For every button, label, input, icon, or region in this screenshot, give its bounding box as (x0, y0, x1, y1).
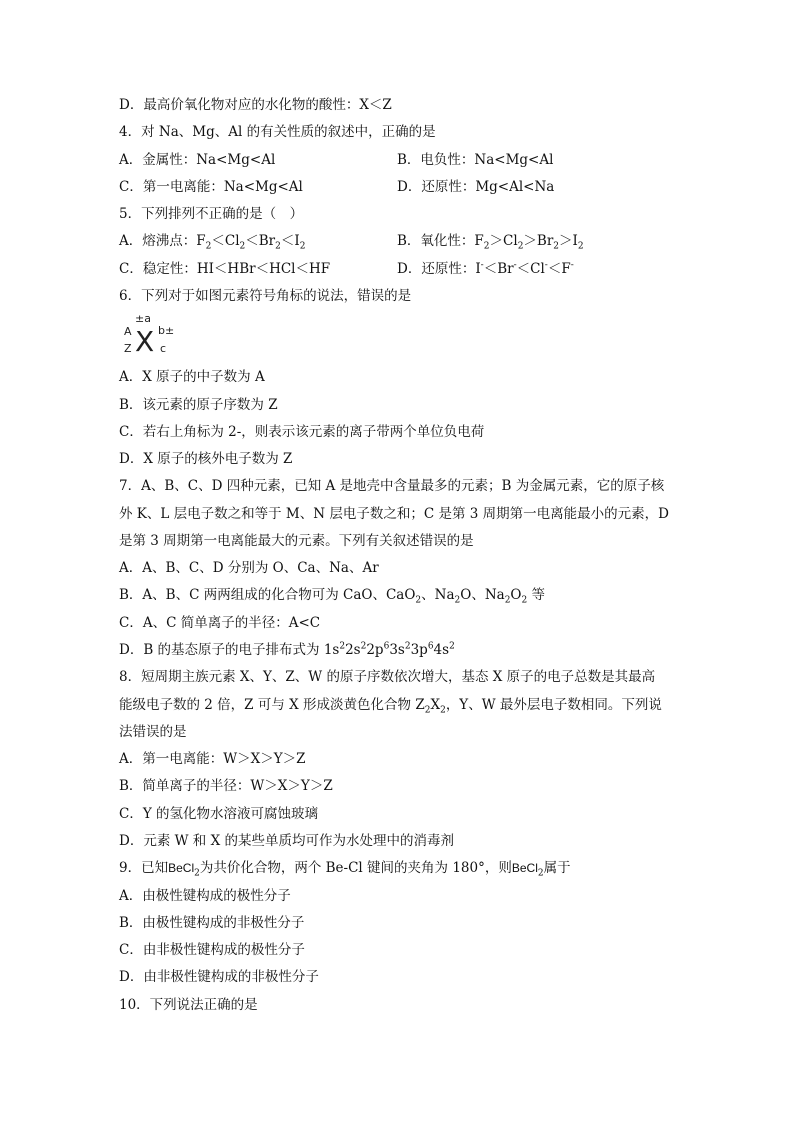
question-8-stem-line-2: 能级电子数的 2 倍，Z 可与 X 形成淡黄色化合物 $Z_2X_2$，Y、W 最外层电子数相同。下列说 (119, 697, 662, 716)
question-4-option-c: C．第一电离能：Na<Mg<Al (119, 179, 303, 195)
question-8-option-a: A．第一电离能：W＞X＞Y＞Z (119, 751, 306, 767)
question-7-option-d: D．B 的基态原子的电子排布式为 $1s^22s^22p^63s^23p^64s^2$ (119, 641, 455, 658)
question-4-option-b: B．电负性：Na<Mg<Al (397, 152, 554, 168)
nuclide-charge-label: b± (158, 324, 175, 337)
question-6-option-b: B．该元素的原子序数为 Z (119, 397, 278, 413)
question-9-stem: 9．已知BeCl$_2$为共价化合物，两个 Be-Cl 键间的夹角为 180°，则BeCl$_2$属于 (119, 860, 571, 879)
question-4-stem: 4．对 Na、Mg、Al 的有关性质的叙述中，正确的是 (119, 124, 436, 140)
question-8-option-c: C．Y 的氢化物水溶液可腐蚀玻璃 (119, 806, 319, 822)
nuclide-mass-label: A (124, 325, 132, 338)
question-5-option-a: A．熔沸点：$F_2<Cl_2<Br_2<I_2$ (119, 233, 306, 252)
question-6-option-a: A．X 原子的中子数为 A (119, 369, 265, 385)
nuclide-symbol: X (135, 325, 155, 358)
question-7-stem-line-2: 外 K、L 层电子数之和等于 M、N 层电子数之和；C 是第 3 周期第一电离能最小的元素，D (119, 506, 669, 522)
question-6-stem: 6．下列对于如图元素符号角标的说法，错误的是 (119, 288, 412, 304)
question-6-option-d: D．X 原子的核外电子数为 Z (119, 451, 293, 467)
question-5-option-d: D．还原性：I-＜Br-＜Cl-＜F- (397, 260, 574, 277)
question-7-option-a: A．A、B、C、D 分别为 O、Ca、Na、Ar (119, 560, 379, 576)
question-3-option-d: D．最高价氧化物对应的水化物的酸性：X＜Z (119, 97, 392, 113)
question-9-option-c: C．由非极性键构成的极性分子 (119, 942, 305, 958)
question-9-option-a: A．由极性键构成的极性分子 (119, 888, 291, 904)
question-8-stem-line-1: 8．短周期主族元素 X、Y、Z、W 的原子序数依次增大，基态 X 原子的电子总数是其最高 (119, 669, 656, 685)
nuclide-top-label: ±a (135, 312, 151, 325)
question-8-option-b: B．简单离子的半径：W＞X＞Y＞Z (119, 778, 333, 794)
nuclide-atomic-number-label: Z (124, 342, 132, 355)
question-4-option-a: A．金属性：Na<Mg<Al (119, 152, 276, 168)
question-6-option-c: C．若右上角标为 2-，则表示该元素的离子带两个单位负电荷 (119, 424, 485, 440)
question-5-option-c: C．稳定性：HI＜HBr＜HCl＜HF (119, 261, 331, 277)
nuclide-symbol-figure (124, 312, 194, 358)
question-8-option-d: D．元素 W 和 X 的某些单质均可作为水处理中的消毒剂 (119, 833, 454, 849)
question-7-option-c: C．A、C 简单离子的半径：A<C (119, 615, 321, 631)
question-8-stem-line-3: 法错误的是 (119, 724, 187, 740)
question-7-option-b: B．A、B、C 两两组成的化合物可为 CaO、CaO$_2$、$Na_2O$、$Na_2O_2$ 等 (119, 587, 546, 606)
question-5-stem: 5．下列排列不正确的是（ ） (119, 206, 304, 222)
question-9-option-b: B．由极性键构成的非极性分子 (119, 915, 305, 931)
question-5-option-b: B．氧化性：$F_2>Cl_2>Br_2>I_2$ (397, 233, 584, 252)
question-9-option-d: D．由非极性键构成的非极性分子 (119, 969, 319, 985)
question-7-stem-line-3: 是第 3 周期第一电离能最大的元素。下列有关叙述错误的是 (119, 533, 474, 549)
nuclide-atom-count-label: c (160, 342, 167, 355)
question-10-stem: 10．下列说法正确的是 (119, 997, 258, 1013)
question-4-option-d: D．还原性：Mg<Al<Na (397, 179, 555, 195)
question-7-stem-line-1: 7．A、B、C、D 四种元素，已知 A 是地壳中含量最多的元素；B 为金属元素，它的原子核 (119, 478, 665, 494)
